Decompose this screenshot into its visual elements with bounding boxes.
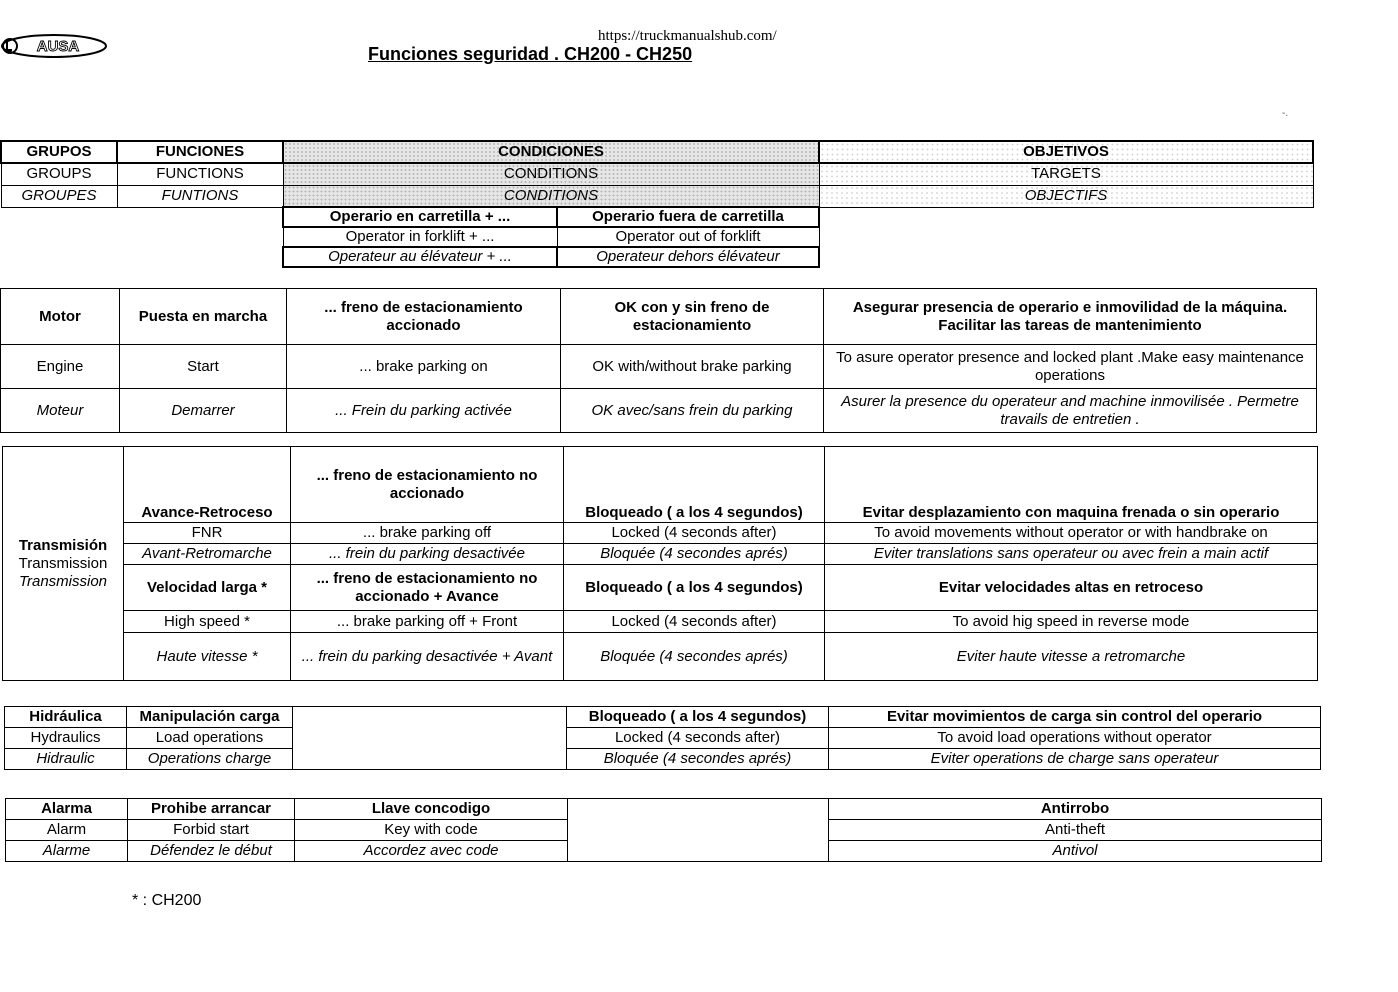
fnr-objective-en: To avoid movements without operator or with handbrake on [825,523,1318,544]
motor-group-en: Engine [1,345,120,389]
header-table [0,140,1314,268]
speed-function-es: Velocidad larga * [124,565,291,611]
speed-cond-in-es: ... freno de estacionamiento no accionado + Avance [291,565,564,611]
alarm-cond-out-empty [568,799,829,862]
speed-cond-out-en: Locked (4 seconds after) [564,611,825,633]
fnr-cond-in-en: ... brake parking off [291,523,564,544]
conditions-en: CONDITIONS [283,163,819,185]
hydraulics-table [4,706,1321,770]
fnr-function-en: FNR [124,523,291,544]
operator-in-en: Operator in forklift + ... [283,227,557,247]
hyd-function-en: Load operations [127,728,293,749]
speed-function-en: High speed * [124,611,291,633]
functions-fr: FUNTIONS [117,185,283,207]
objectives-fr: OBJECTIFS [819,185,1313,207]
operator-out-en: Operator out of forklift [557,227,819,247]
motor-cond-out-en: OK with/without brake parking [561,345,824,389]
motor-objective-es: Asegurar presencia de operario e inmovilidad de la máquina. Facilitar las tareas de mantenimiento [824,289,1317,345]
hyd-function-fr: Operations charge [127,749,293,770]
alarm-function-es: Prohibe arrancar [128,799,295,820]
fnr-function-es: Avance-Retroceso [124,447,291,523]
operator-in-fr: Operateur au élévateur + ... [283,247,557,267]
alarm-group-fr: Alarme [6,841,128,862]
hyd-objective-fr: Eviter operations de charge sans operateur [829,749,1321,770]
fnr-function-fr: Avant-Retromarche [124,544,291,565]
alarm-cond-in-es: Llave concodigo [295,799,568,820]
hyd-group-es: Hidráulica [5,707,127,728]
speed-objective-fr: Eviter haute vitesse a retromarche [825,633,1318,681]
alarm-objective-es: Antirrobo [829,799,1322,820]
svg-text:AUSA: AUSA [36,38,80,55]
fnr-objective-es: Evitar desplazamiento con maquina frenada o sin operario [825,447,1318,523]
hyd-cond-out-es: Bloqueado ( a los 4 segundos) [567,707,829,728]
alarm-group-es: Alarma [6,799,128,820]
functions-es: FUNCIONES [117,141,283,163]
speed-cond-in-fr: ... frein du parking desactivée + Avant [291,633,564,681]
motor-function-en: Start [120,345,287,389]
speed-function-fr: Haute vitesse * [124,633,291,681]
alarm-objective-fr: Antivol [829,841,1322,862]
motor-cond-in-en: ... brake parking on [287,345,561,389]
motor-cond-out-es: OK con y sin freno de estacionamiento [561,289,824,345]
motor-group-es: Motor [1,289,120,345]
fnr-cond-in-fr: ... frein du parking desactivée [291,544,564,565]
transmission-table [2,446,1318,681]
transmission-group-fr: Transmission [18,572,108,590]
motor-cond-in-es: ... freno de estacionamiento accionado [287,289,561,345]
hyd-cond-out-en: Locked (4 seconds after) [567,728,829,749]
motor-table [0,288,1317,433]
fnr-cond-out-es: Bloqueado ( a los 4 segundos) [564,447,825,523]
motor-objective-en: To asure operator presence and locked plant .Make easy maintenance operations [824,345,1317,389]
hyd-objective-es: Evitar movimientos de carga sin control del operario [829,707,1321,728]
hyd-group-fr: Hidraulic [5,749,127,770]
operator-out-fr: Operateur dehors élévateur [557,247,819,267]
alarm-function-en: Forbid start [128,820,295,841]
hyd-objective-en: To avoid load operations without operator [829,728,1321,749]
speed-cond-in-en: ... brake parking off + Front [291,611,564,633]
groups-fr: GROUPES [1,185,117,207]
document-title: Funciones seguridad . CH200 - CH250 [368,44,693,64]
motor-group-fr: Moteur [1,389,120,433]
source-url: https://truckmanualshub.com/ [598,28,777,44]
objectives-es: OBJETIVOS [819,141,1313,163]
footnote: * : CH200 [132,892,202,909]
speed-objective-es: Evitar velocidades altas en retroceso [825,565,1318,611]
ausa-logo [0,33,108,59]
alarm-objective-en: Anti-theft [829,820,1322,841]
conditions-fr: CONDITIONS [283,185,819,207]
conditions-es: CONDICIONES [283,141,819,163]
hyd-function-es: Manipulación carga [127,707,293,728]
alarm-cond-in-en: Key with code [295,820,568,841]
hyd-group-en: Hydraulics [5,728,127,749]
motor-cond-out-fr: OK avec/sans frein du parking [561,389,824,433]
speed-cond-out-es: Bloqueado ( a los 4 segundos) [564,565,825,611]
groups-en: GROUPS [1,163,117,185]
operator-in-es: Operario en carretilla + ... [283,207,557,227]
groups-es: GRUPOS [1,141,117,163]
fnr-cond-in-es: ... freno de estacionamiento no accionado [291,447,564,523]
transmission-group-cell [3,447,124,681]
hyd-cond-out-fr: Bloquée (4 secondes aprés) [567,749,829,770]
transmission-group-es: Transmisión [18,536,108,554]
fnr-cond-out-en: Locked (4 seconds after) [564,523,825,544]
scan-mark: ‑. [1282,108,1289,119]
speed-cond-out-fr: Bloquée (4 secondes aprés) [564,633,825,681]
functions-en: FUNCTIONS [117,163,283,185]
alarm-cond-in-fr: Accordez avec code [295,841,568,862]
alarm-table [5,798,1322,862]
alarm-group-en: Alarm [6,820,128,841]
motor-objective-fr: Asurer la presence du operateur and machine inmovilisée . Permetre travails de entretien . [824,389,1317,433]
objectives-en: TARGETS [819,163,1313,185]
fnr-cond-out-fr: Bloquée (4 secondes aprés) [564,544,825,565]
transmission-group-en: Transmission [18,554,108,572]
motor-cond-in-fr: ... Frein du parking activée [287,389,561,433]
motor-function-es: Puesta en marcha [120,289,287,345]
hyd-cond-in-empty [293,707,567,770]
alarm-function-fr: Défendez le début [128,841,295,862]
motor-function-fr: Demarrer [120,389,287,433]
speed-objective-en: To avoid hig speed in reverse mode [825,611,1318,633]
operator-out-es: Operario fuera de carretilla [557,207,819,227]
fnr-objective-fr: Eviter translations sans operateur ou avec frein a main actif [825,544,1318,565]
